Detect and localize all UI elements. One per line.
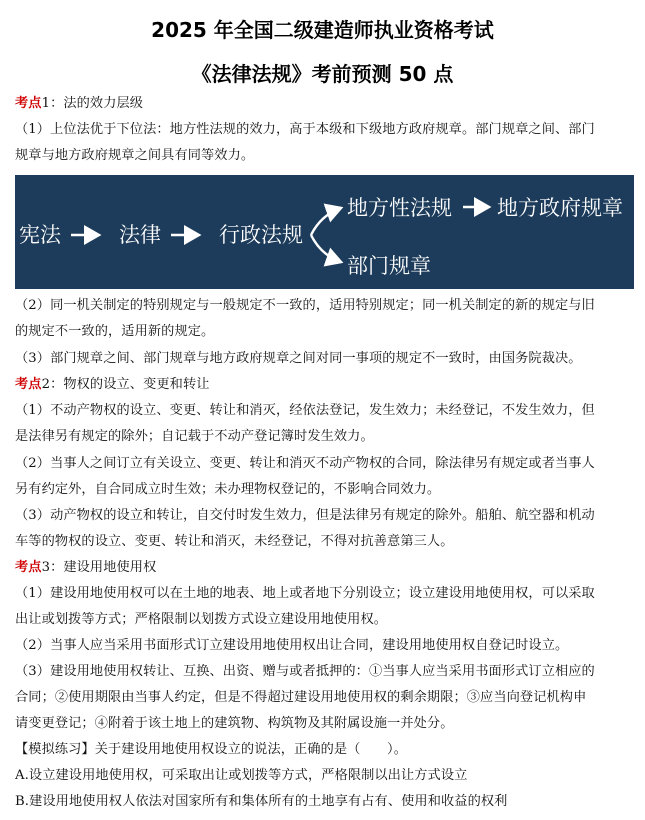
text-line: 是法律另有规定的除外；自记载于不动产登记簿时发生效力。 [15, 429, 374, 444]
text-line: 另有约定外，自合同成立时生效；未办理物权登记的，不影响合同效力。 [15, 482, 441, 497]
node-dept-rule: 部门规章 [347, 254, 431, 278]
text-line: （1）建设用地使用权可以在土地的地表、地上或者地下分别设立；设立建设用地使用权，可以采取 [15, 586, 595, 601]
text-line: （3）部门规章之间、部门规章与地方政府规章之间对同一事项的规定不一致时，由国务院裁决。 [15, 351, 582, 366]
page-subtitle: 《法律法规》考前预测 50 点 [191, 62, 454, 86]
text-line: 合同；②使用期限由当事人约定，但是不得超过建设用地使用权的剩余期限；③应当向登记机构申 [15, 690, 587, 705]
text-line: （3）动产物权的设立和转让，自交付时发生效力，但是法律另有规定的除外。船舶、航空器和机动 [15, 508, 595, 523]
node-law: 法律 [119, 223, 161, 247]
page-title: 2025 年全国二级建造师执业资格考试 [151, 18, 494, 42]
text-line: 出让或划拨等方式；严格限制以划拨方式设立建设用地使用权。 [15, 612, 388, 627]
node-local-regulation: 地方性法规 [347, 196, 452, 220]
kp1-heading [15, 92, 635, 116]
text-line: 规章与地方政府规章之间具有同等效力。 [15, 148, 255, 163]
practice-question: 【模拟练习】关于建设用地使用权设立的说法，正确的是（ ）。 [15, 742, 408, 757]
text-line: （2）同一机关制定的特别规定与一般规定不一致的，适用特别规定；同一机关制定的新的规定与旧 [15, 298, 595, 313]
kp-label: 考点 [15, 560, 42, 575]
text-line: （3）建设用地使用权转让、互换、出资、赠与或者抵押的：①当事人应当采用书面形式订立相应的 [15, 664, 595, 679]
text-line: （2）当事人之间订立有关设立、变更、转让和消灭不动产物权的合同，除法律另有规定或者当事人 [15, 456, 595, 471]
kp-label: 考点 [15, 96, 42, 111]
text-line: 的规定不一致的，适用新的规定。 [15, 324, 215, 339]
node-constitution: 宪法 [19, 223, 61, 247]
option-b: B.建设用地使用权人依法对国家所有和集体所有的土地享有占有、使用和收益的权利 [15, 794, 508, 809]
kp2-heading [15, 373, 635, 397]
arrow [311, 235, 341, 262]
kp3-heading [15, 556, 635, 580]
node-local-gov-rule: 地方政府规章 [497, 196, 623, 220]
text-line: 车等的物权的设立、变更、转让和消灭，未经登记，不得对抗善意第三人。 [15, 534, 454, 549]
kp-head: 1：法的效力层级 [41, 96, 144, 111]
kp-head: 3：建设用地使用权 [41, 560, 157, 575]
option-a: A.设立建设用地使用权，可采取出让或划拨等方式，严格限制以出让方式设立 [15, 768, 468, 783]
text-line: （1）不动产物权的设立、变更、转让和消灭，经依法登记，发生效力；未经登记，不发生效力，但 [15, 403, 595, 418]
kp-head: 2：物权的设立、变更和转让 [41, 377, 210, 392]
hierarchy-diagram [15, 175, 634, 289]
arrow [311, 208, 341, 235]
text-line: （1）上位法优于下位法：地方性法规的效力，高于本级和下级地方政府规章。部门规章之间、部门 [15, 122, 595, 137]
node-admin-regulation: 行政法规 [219, 223, 303, 247]
text-line: （2）当事人应当采用书面形式订立建设用地使用权出让合同，建设用地使用权自登记时设立。 [15, 638, 569, 653]
text-line: 请变更登记；④附着于该土地上的建筑物、构筑物及其附属设施一并处分。 [15, 716, 454, 731]
kp-label: 考点 [15, 377, 42, 392]
